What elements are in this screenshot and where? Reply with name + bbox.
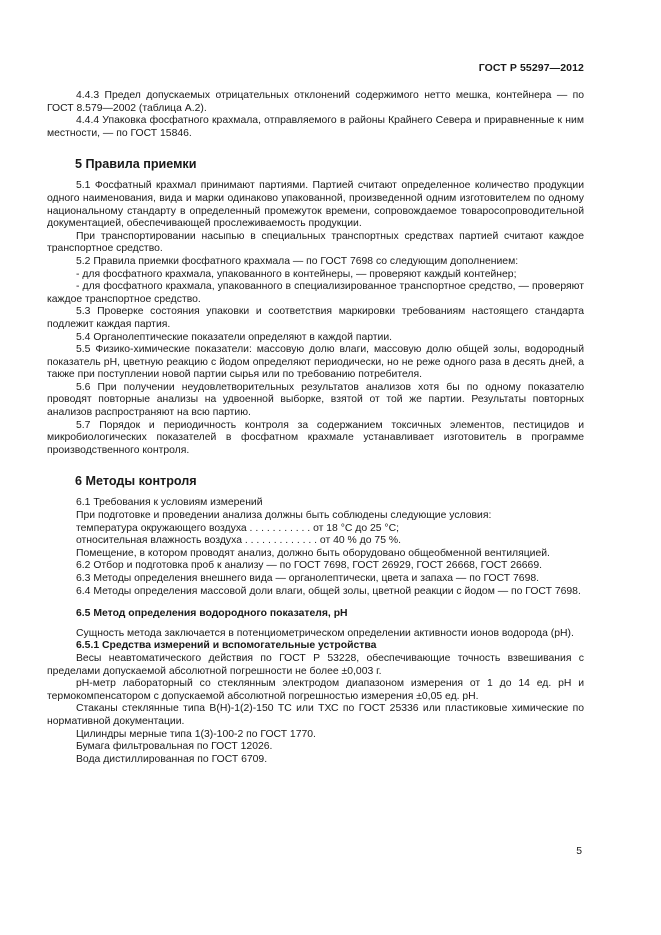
page-number: 5 xyxy=(576,846,582,857)
paragraph: Весы неавтоматического действия по ГОСТ Р 53228, обеспечивающие точность взвешивания с пределами допускаемой абсолютной погрешности не более ±0,003 г. xyxy=(47,652,584,677)
section-heading: 6 Методы контроля xyxy=(75,474,197,489)
paragraph: 4.4.4 Упаковка фосфатного крахмала, отправляемого в районы Крайнего Севера и приравненные к ним местности, — по ГОСТ 15846. xyxy=(47,115,584,139)
paragraph: 6.1 Требования к условиям измерений xyxy=(76,497,263,509)
paragraph: 4.4.3 Предел допускаемых отрицательных отклонений содержимого нетто мешка, контейнера — по ГОСТ 8.579—2002 (таблица А.2). xyxy=(47,90,584,114)
paragraph: 6.2 Отбор и подготовка проб к анализу — по ГОСТ 7698, ГОСТ 26929, ГОСТ 26668, ГОСТ 26669. xyxy=(76,560,542,572)
paragraph: При транспортировании насыпью в специальных транспортных средствах партией считают каждое транспортное средство. xyxy=(47,230,584,255)
paragraph: относительная влажность воздуха . . . . . . . . . . . . . от 40 % до 75 %. xyxy=(76,535,401,547)
paragraph: При подготовке и проведении анализа должны быть соблюдены следующие условия: xyxy=(76,510,492,522)
paragraph: 5.7 Порядок и периодичность контроля за содержанием токсичных элементов, пестицидов и микробиологических показателей в фосфатном крахмале устанавливает изготовитель в программе производственного контроля. xyxy=(47,419,584,456)
paragraph: температура окружающего воздуха . . . . . . . . . . . от 18 °С до 25 °С; xyxy=(76,522,399,534)
document-body xyxy=(47,90,584,766)
subsection-heading: 6.5 Метод определения водородного показателя, pH xyxy=(76,608,348,620)
paragraph: Сущность метода заключается в потенциометрическом определении активности ионов водорода (pH). xyxy=(76,627,574,639)
section-heading: 5 Правила приемки xyxy=(75,157,197,172)
subsection-title: 6.5.1 Средства измерений и вспомогательные устройства xyxy=(76,640,377,652)
paragraph: 6.4 Методы определения массовой доли влаги, общей золы, цветной реакции с йодом — по ГОСТ 7698. xyxy=(76,585,581,597)
document-header: ГОСТ Р 55297—2012 xyxy=(478,62,584,74)
paragraph: Вода дистиллированная по ГОСТ 6709. xyxy=(76,753,268,765)
paragraph: 6.3 Методы определения внешнего вида — органолептически, цвета и запаха — по ГОСТ 7698. xyxy=(76,573,540,584)
paragraph: Помещение, в котором проводят анализ, должно быть оборудовано общеобменной вентиляцией. xyxy=(76,547,550,559)
paragraph: pH-метр лабораторный со стеклянным электродом диапазоном измерения от 1 до 14 ед. pH и термокомпенсатором с допускаемой абсолютной погрешностью измерения ±0,05 ед. pH. xyxy=(47,678,584,702)
paragraph: 5.5 Физико-химические показатели: массовую долю влаги, массовую долю общей золы, водородный показатель pH, цветную реакцию с йодом определяют периодически, но не реже одного раза в десять дней, а также при поступлении новой партии сырья или по требованию потребителя. xyxy=(47,344,584,381)
paragraph: - для фосфатного крахмала, упакованного в контейнеры, — проверяют каждый контейнер; xyxy=(76,268,517,280)
paragraph: 5.2 Правила приемки фосфатного крахмала — по ГОСТ 7698 со следующим дополнением: xyxy=(76,255,519,267)
paragraph: Бумага фильтровальная по ГОСТ 12026. xyxy=(76,741,273,753)
paragraph: Стаканы стеклянные типа В(Н)-1(2)-150 ТС или ТХС по ГОСТ 25336 или пластиковые химические по нормативной документации. xyxy=(47,703,584,727)
paragraph: 5.6 При получении неудовлетворительных результатов анализов хотя бы по одному показателю проводят повторные анализы на удвоенной выборке, взятой от той же партии. Результаты повторных анализов распространяют на всю партию. xyxy=(47,381,584,419)
paragraph: - для фосфатного крахмала, упакованного в специализированное транспортное средство, — проверяют каждое транспортное средство. xyxy=(47,281,584,305)
paragraph: 5.3 Проверке состояния упаковки и соответствия маркировки требованиям настоящего стандарта подлежит каждая партия. xyxy=(47,306,584,330)
paragraph: 5.1 Фосфатный крахмал принимают партиями. Партией считают определенное количество продукции одного наименования, вида и марки одинаково упакованной, произведенной одним изготовителем по одному национальному стандарту в определенный промежуток времени, сопровождаемое товаросопроводительной документацией, обеспечивающей прослеживаемость продукции. xyxy=(47,180,584,230)
paragraph: Цилиндры мерные типа 1(3)-100-2 по ГОСТ 1770. xyxy=(76,728,316,740)
paragraph: 5.4 Органолептические показатели определяют в каждой партии. xyxy=(76,331,393,343)
